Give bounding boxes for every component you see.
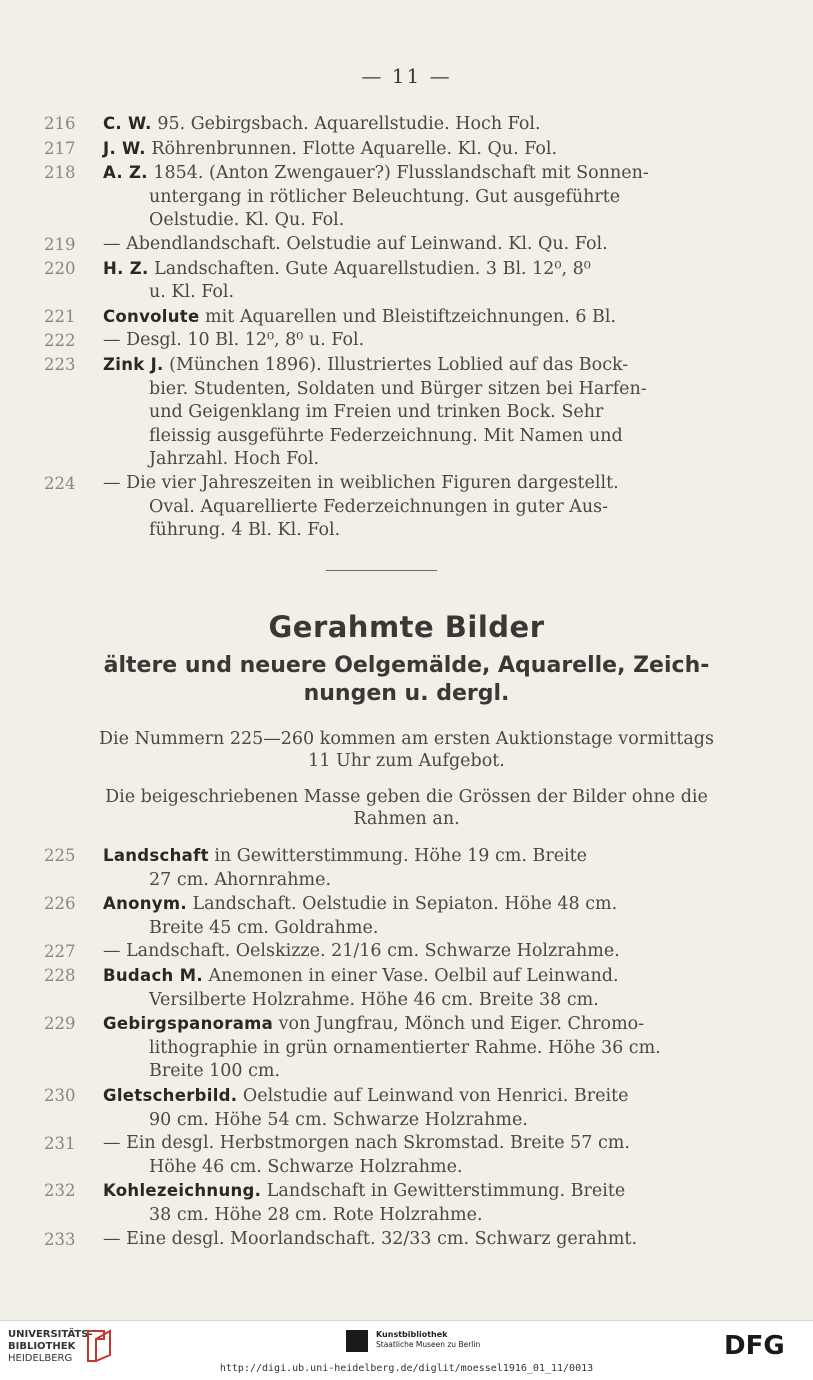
entry-number: 232 (44, 1181, 76, 1201)
entry-continuation-line: bier. Studenten, Soldaten und Bürger sitzen bei Harfen- (149, 378, 647, 399)
dfg-logo (724, 1333, 802, 1357)
entry-description: mit Aquarellen und Bleistiftzeichnungen. 6 Bl. (199, 306, 617, 327)
entry-continuation-line: 27 cm. Ahornrahme. (149, 869, 332, 890)
catalog-entry (0, 137, 813, 162)
entry-description: Landschaft. Oelstudie in Sepiaton. Höhe 48 cm. (186, 894, 618, 915)
entry-number: 217 (44, 138, 76, 158)
catalog-entry (0, 1179, 813, 1227)
catalog-entry (0, 257, 813, 305)
section-title: Gerahmte Bilder (268, 610, 545, 644)
catalog-entry (0, 892, 813, 940)
entry-number: 230 (44, 1085, 76, 1105)
entry-artist-name: Kohlezeichnung. (103, 1181, 262, 1201)
kb-line2: Staatliche Museen zu Berlin (376, 1340, 481, 1349)
entry-continuation-line: Höhe 46 cm. Schwarze Holzrahme. (149, 1156, 463, 1177)
entry-number: 216 (44, 114, 76, 133)
entry-continuation-line: führung. 4 Bl. Kl. Fol. (149, 520, 341, 541)
entry-continuation (0, 1037, 813, 1084)
catalog-entry (0, 161, 813, 233)
entry-first-line (0, 137, 813, 162)
entry-continuation (0, 186, 813, 233)
entry-description: — Eine desgl. Moorlandschaft. 32/33 cm. Schwarz gerahmt. (103, 1228, 638, 1249)
entry-artist-name: Gebirgspanorama (103, 1014, 274, 1034)
dimensions-note (40, 786, 773, 830)
ub-heidelberg-logo-icon (82, 1327, 114, 1363)
entry-first-line (0, 1132, 813, 1156)
entry-first-line (0, 233, 813, 257)
entry-continuation-line: fleissig ausgeführte Federzeichnung. Mit Namen und (149, 425, 623, 446)
entry-number: 233 (44, 1229, 76, 1249)
entry-artist-name: Convolute (103, 306, 200, 326)
catalog-entry (0, 1228, 813, 1252)
catalog-entry (0, 305, 813, 330)
page-number: — 11 — (361, 64, 452, 88)
entry-number: 218 (44, 163, 76, 183)
entry-continuation (0, 378, 813, 472)
auction-note-line2: 11 Uhr zum Aufgebot. (308, 751, 505, 771)
entry-description: — Ein desgl. Herbstmorgen nach Skromstad. Breite 57 cm. (103, 1133, 630, 1154)
dimensions-note-line2: Rahmen an. (353, 809, 460, 829)
entries-list-bottom (0, 844, 813, 1251)
entry-artist-name: Zink J. (103, 354, 164, 374)
entry-first-line (0, 940, 813, 964)
entry-first-line (0, 472, 813, 496)
catalog-entry (0, 472, 813, 543)
catalog-entry (0, 1132, 813, 1179)
entry-artist-name: Landschaft (103, 846, 209, 865)
entry-first-line (0, 1179, 813, 1204)
catalog-entry (0, 1012, 813, 1084)
entry-continuation-line: Oelstudie. Kl. Qu. Fol. (149, 210, 345, 231)
entry-continuation-line: Versilberte Holzrahme. Höhe 46 cm. Breite 38 cm. (149, 989, 599, 1010)
entry-number: 220 (44, 258, 76, 278)
entry-first-line (0, 964, 813, 989)
entry-description: — Abendlandschaft. Oelstudie auf Leinwand. Kl. Qu. Fol. (103, 233, 608, 254)
entry-continuation-line: Breite 100 cm. (149, 1061, 281, 1082)
entry-number: 221 (44, 306, 76, 326)
entry-number: 226 (44, 894, 76, 914)
entry-first-line (0, 1084, 813, 1109)
catalog-entry (0, 964, 813, 1012)
entry-artist-name: J. W. (103, 138, 146, 158)
entry-number: 227 (44, 942, 76, 962)
dimensions-note-line1: Die beigeschriebenen Masse geben die Grössen der Bilder ohne die (105, 787, 708, 807)
kunstbibliothek-logo-icon (346, 1330, 368, 1352)
entry-first-line (0, 329, 813, 353)
entry-description: — Desgl. 10 Bl. 12⁰, 8⁰ u. Fol. (103, 330, 365, 351)
section-subtitle-line1: ältere und neuere Oelgemälde, Aquarelle, Zeich- (103, 653, 710, 678)
entry-number: 223 (44, 354, 76, 374)
entry-artist-name: A. Z. (103, 163, 148, 183)
digitization-footer (0, 1320, 813, 1380)
entry-description: Anemonen in einer Vase. Oelbil auf Leinwand. (202, 965, 619, 986)
entry-continuation (0, 917, 813, 941)
entry-continuation-line: untergang in rötlicher Beleuchtung. Gut ausgeführte (149, 186, 621, 207)
entry-first-line (0, 353, 813, 378)
entry-first-line (0, 844, 813, 869)
entry-number: 222 (44, 331, 76, 351)
entry-first-line (0, 112, 813, 137)
entry-first-line (0, 257, 813, 282)
entry-first-line (0, 305, 813, 330)
entry-continuation (0, 1204, 813, 1228)
entry-continuation (0, 1156, 813, 1180)
ub-line2: BIBLIOTHEK (8, 1341, 76, 1352)
entry-artist-name: H. Z. (103, 258, 149, 278)
entry-description: Oelstudie auf Leinwand von Henrici. Breite (237, 1085, 629, 1106)
entry-continuation (0, 496, 813, 543)
entry-continuation-line: Jahrzahl. Hoch Fol. (149, 449, 320, 470)
entry-number: 224 (44, 473, 76, 493)
section-subtitle (0, 652, 813, 708)
kunstbibliothek-label (376, 1330, 480, 1350)
entry-continuation-line: Breite 45 cm. Goldrahme. (149, 917, 379, 938)
entry-artist-name: C. W. (103, 114, 152, 133)
catalog-entry (0, 112, 813, 137)
entry-first-line (0, 1012, 813, 1037)
entry-continuation (0, 1109, 813, 1133)
entry-artist-name: Anonym. (103, 894, 187, 914)
catalog-entry (0, 329, 813, 353)
entries-list-top (0, 112, 813, 543)
entry-continuation-line: 90 cm. Höhe 54 cm. Schwarze Holzrahme. (149, 1109, 528, 1130)
catalog-entry (0, 353, 813, 472)
catalog-entry (0, 1084, 813, 1132)
entry-first-line (0, 1228, 813, 1252)
entry-first-line (0, 892, 813, 917)
entry-artist-name: Budach M. (103, 965, 203, 985)
ub-line1: UNIVERSITÄTS- (8, 1329, 93, 1340)
catalog-entry (0, 233, 813, 257)
kb-line1: Kunstbibliothek (376, 1330, 448, 1339)
entry-continuation-line: 38 cm. Höhe 28 cm. Rote Holzrahme. (149, 1204, 483, 1225)
entry-description: — Landschaft. Oelskizze. 21/16 cm. Schwarze Holzrahme. (103, 941, 620, 962)
section-subtitle-line2: nungen u. dergl. (303, 681, 510, 706)
entry-continuation (0, 989, 813, 1013)
entry-continuation (0, 869, 813, 893)
entry-artist-name: Gletscherbild. (103, 1085, 238, 1105)
catalog-entry (0, 940, 813, 964)
entry-number: 229 (44, 1014, 76, 1034)
entry-description: von Jungfrau, Mönch und Eiger. Chromo- (273, 1014, 645, 1035)
entry-description: Landschaft in Gewitterstimmung. Breite (261, 1181, 626, 1202)
entry-number: 231 (44, 1134, 76, 1154)
entry-continuation (0, 281, 813, 305)
auction-note-line1: Die Nummern 225—260 kommen am ersten Auktionstage vormittags (99, 729, 714, 749)
entry-continuation-line: und Geigenklang im Freien und trinken Bock. Sehr (149, 402, 604, 423)
entry-description: — Die vier Jahreszeiten in weiblichen Figuren dargestellt. (103, 472, 619, 493)
catalog-entry (0, 844, 813, 892)
section-divider (326, 570, 437, 571)
entry-number: 219 (44, 234, 76, 254)
entry-description: in Gewitterstimmung. Höhe 19 cm. Breite (208, 846, 588, 866)
entry-description: Röhrenbrunnen. Flotte Aquarelle. Kl. Qu. Fol. (145, 138, 558, 159)
entry-description: 95. Gebirgsbach. Aquarellstudie. Hoch Fol. (151, 114, 541, 134)
dfg-logo-text: DFG (724, 1333, 785, 1357)
auction-note (40, 728, 773, 772)
entry-description: (München 1896). Illustriertes Loblied auf das Bock- (163, 354, 629, 375)
entry-description: 1854. (Anton Zwengauer?) Flusslandschaft mit Sonnen- (147, 163, 649, 184)
entry-description: Landschaften. Gute Aquarellstudien. 3 Bl. 12⁰, 8⁰ (148, 258, 591, 279)
entry-number: 225 (44, 846, 76, 865)
entry-continuation-line: Oval. Aquarellierte Federzeichnungen in guter Aus- (149, 496, 609, 517)
ub-heidelberg-label (8, 1329, 93, 1365)
entry-continuation-line: u. Kl. Fol. (149, 282, 235, 303)
source-url[interactable]: http://digi.ub.uni-heidelberg.de/diglit/moessel1916_01_11/0013 (219, 1363, 594, 1374)
ub-line3: HEIDELBERG (8, 1353, 73, 1364)
entry-number: 228 (44, 965, 76, 985)
entry-continuation-line: lithographie in grün ornamentierter Rahme. Höhe 36 cm. (149, 1037, 661, 1058)
entry-first-line (0, 161, 813, 186)
